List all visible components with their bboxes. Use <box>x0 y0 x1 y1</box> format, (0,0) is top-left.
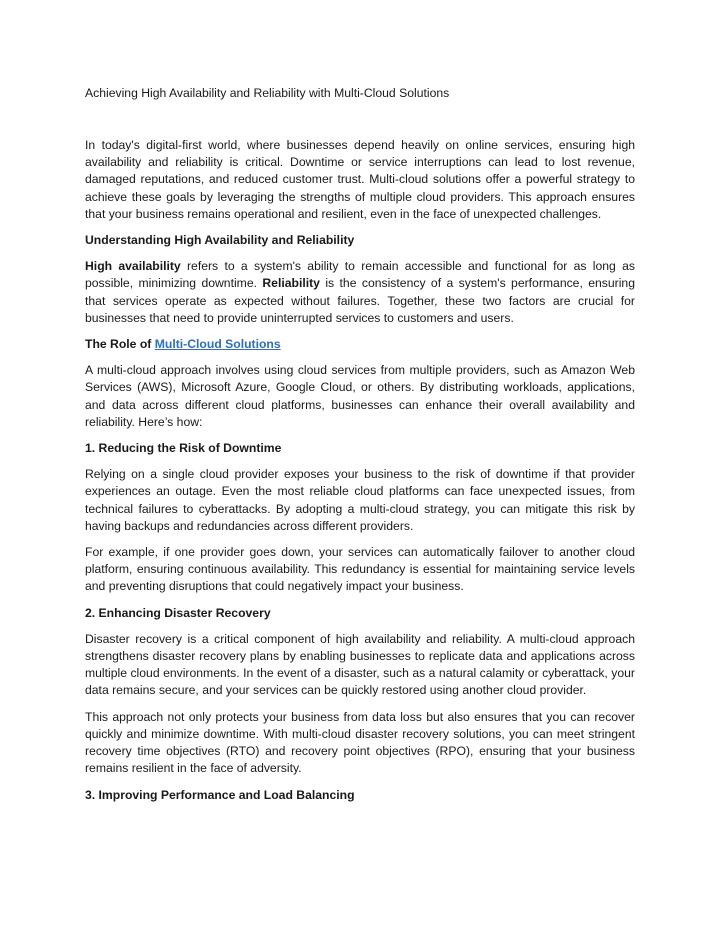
disaster-recovery-paragraph-2: This approach not only protects your business from data loss but also ensures that you can recover quickly and minimize downtime. With multi-cloud disaster recovery solutions, you can meet stringent recovery time objectives (RTO) and recovery point objectives (RPO), ensuring that your business remains resilient in the face of adversity. <box>85 709 635 776</box>
section-heading-disaster-recovery: 2. Enhancing Disaster Recovery <box>85 605 271 620</box>
term-reliability: Reliability <box>262 276 320 291</box>
downtime-paragraph-1: Relying on a single cloud provider exposes your business to the risk of downtime if that provider experiences an outage. Even the most reliable cloud platforms can face unexpected issues, from technical failures to cyberattacks. By adopting a multi-cloud strategy, you can mitigate this risk by having backups and redundancies across different providers. <box>85 467 635 533</box>
document-title: Achieving High Availability and Reliability with Multi-Cloud Solutions <box>85 86 450 100</box>
definition-paragraph <box>85 258 635 327</box>
definition-text-1: refers to a system's ability to remain accessible and functional for as long as possible, minimizing downtime. <box>85 259 635 291</box>
multi-cloud-solutions-link[interactable]: Multi-Cloud Solutions <box>154 337 281 352</box>
document-body <box>85 137 635 813</box>
definition-text-2: is the consistency of a system's performance, ensuring that services operate as expected without failures. Together, these two factors are crucial for businesses that need to provide uninterrupted services to customers and users. <box>85 276 635 325</box>
role-heading-prefix: The Role of <box>85 337 155 352</box>
section-heading-role <box>85 336 635 353</box>
term-high-availability: High availability <box>85 259 181 274</box>
downtime-paragraph-2: For example, if one provider goes down, your services can automatically failover to another cloud platform, ensuring continuous availability. This redundancy is essential for maintaining service levels and preventing disruptions that could negatively impact your business. <box>85 545 635 594</box>
intro-paragraph: In today's digital-first world, where businesses depend heavily on online services, ensuring high availability and reliability is critical. Downtime or service interruptions can lead to lost revenue, damaged reputations, and reduced customer trust. Multi-cloud solutions offer a powerful strategy to achieve these goals by leveraging the strengths of multiple cloud providers. This approach ensures that your business remains operational and resilient, even in the face of unexpected challenges. <box>85 138 635 221</box>
disaster-recovery-paragraph-1: Disaster recovery is a critical component of high availability and reliability. A multi-cloud approach strengthens disaster recovery plans by enabling businesses to replicate data and applications across multiple cloud environments. In the event of a disaster, such as a natural calamity or cyberattack, your data remains secure, and your services can be quickly restored using another cloud provider. <box>85 631 635 698</box>
section-heading-understanding: Understanding High Availability and Reliability <box>85 233 355 248</box>
section-heading-performance: 3. Improving Performance and Load Balancing <box>85 787 355 802</box>
section-heading-downtime: 1. Reducing the Risk of Downtime <box>85 441 282 456</box>
role-paragraph: A multi-cloud approach involves using cloud services from multiple providers, such as Amazon Web Services (AWS), Microsoft Azure, Google Cloud, or others. By distributing workloads, applications, and data across different cloud platforms, businesses can enhance their overall availability and reliability. Here’s how: <box>85 363 635 429</box>
